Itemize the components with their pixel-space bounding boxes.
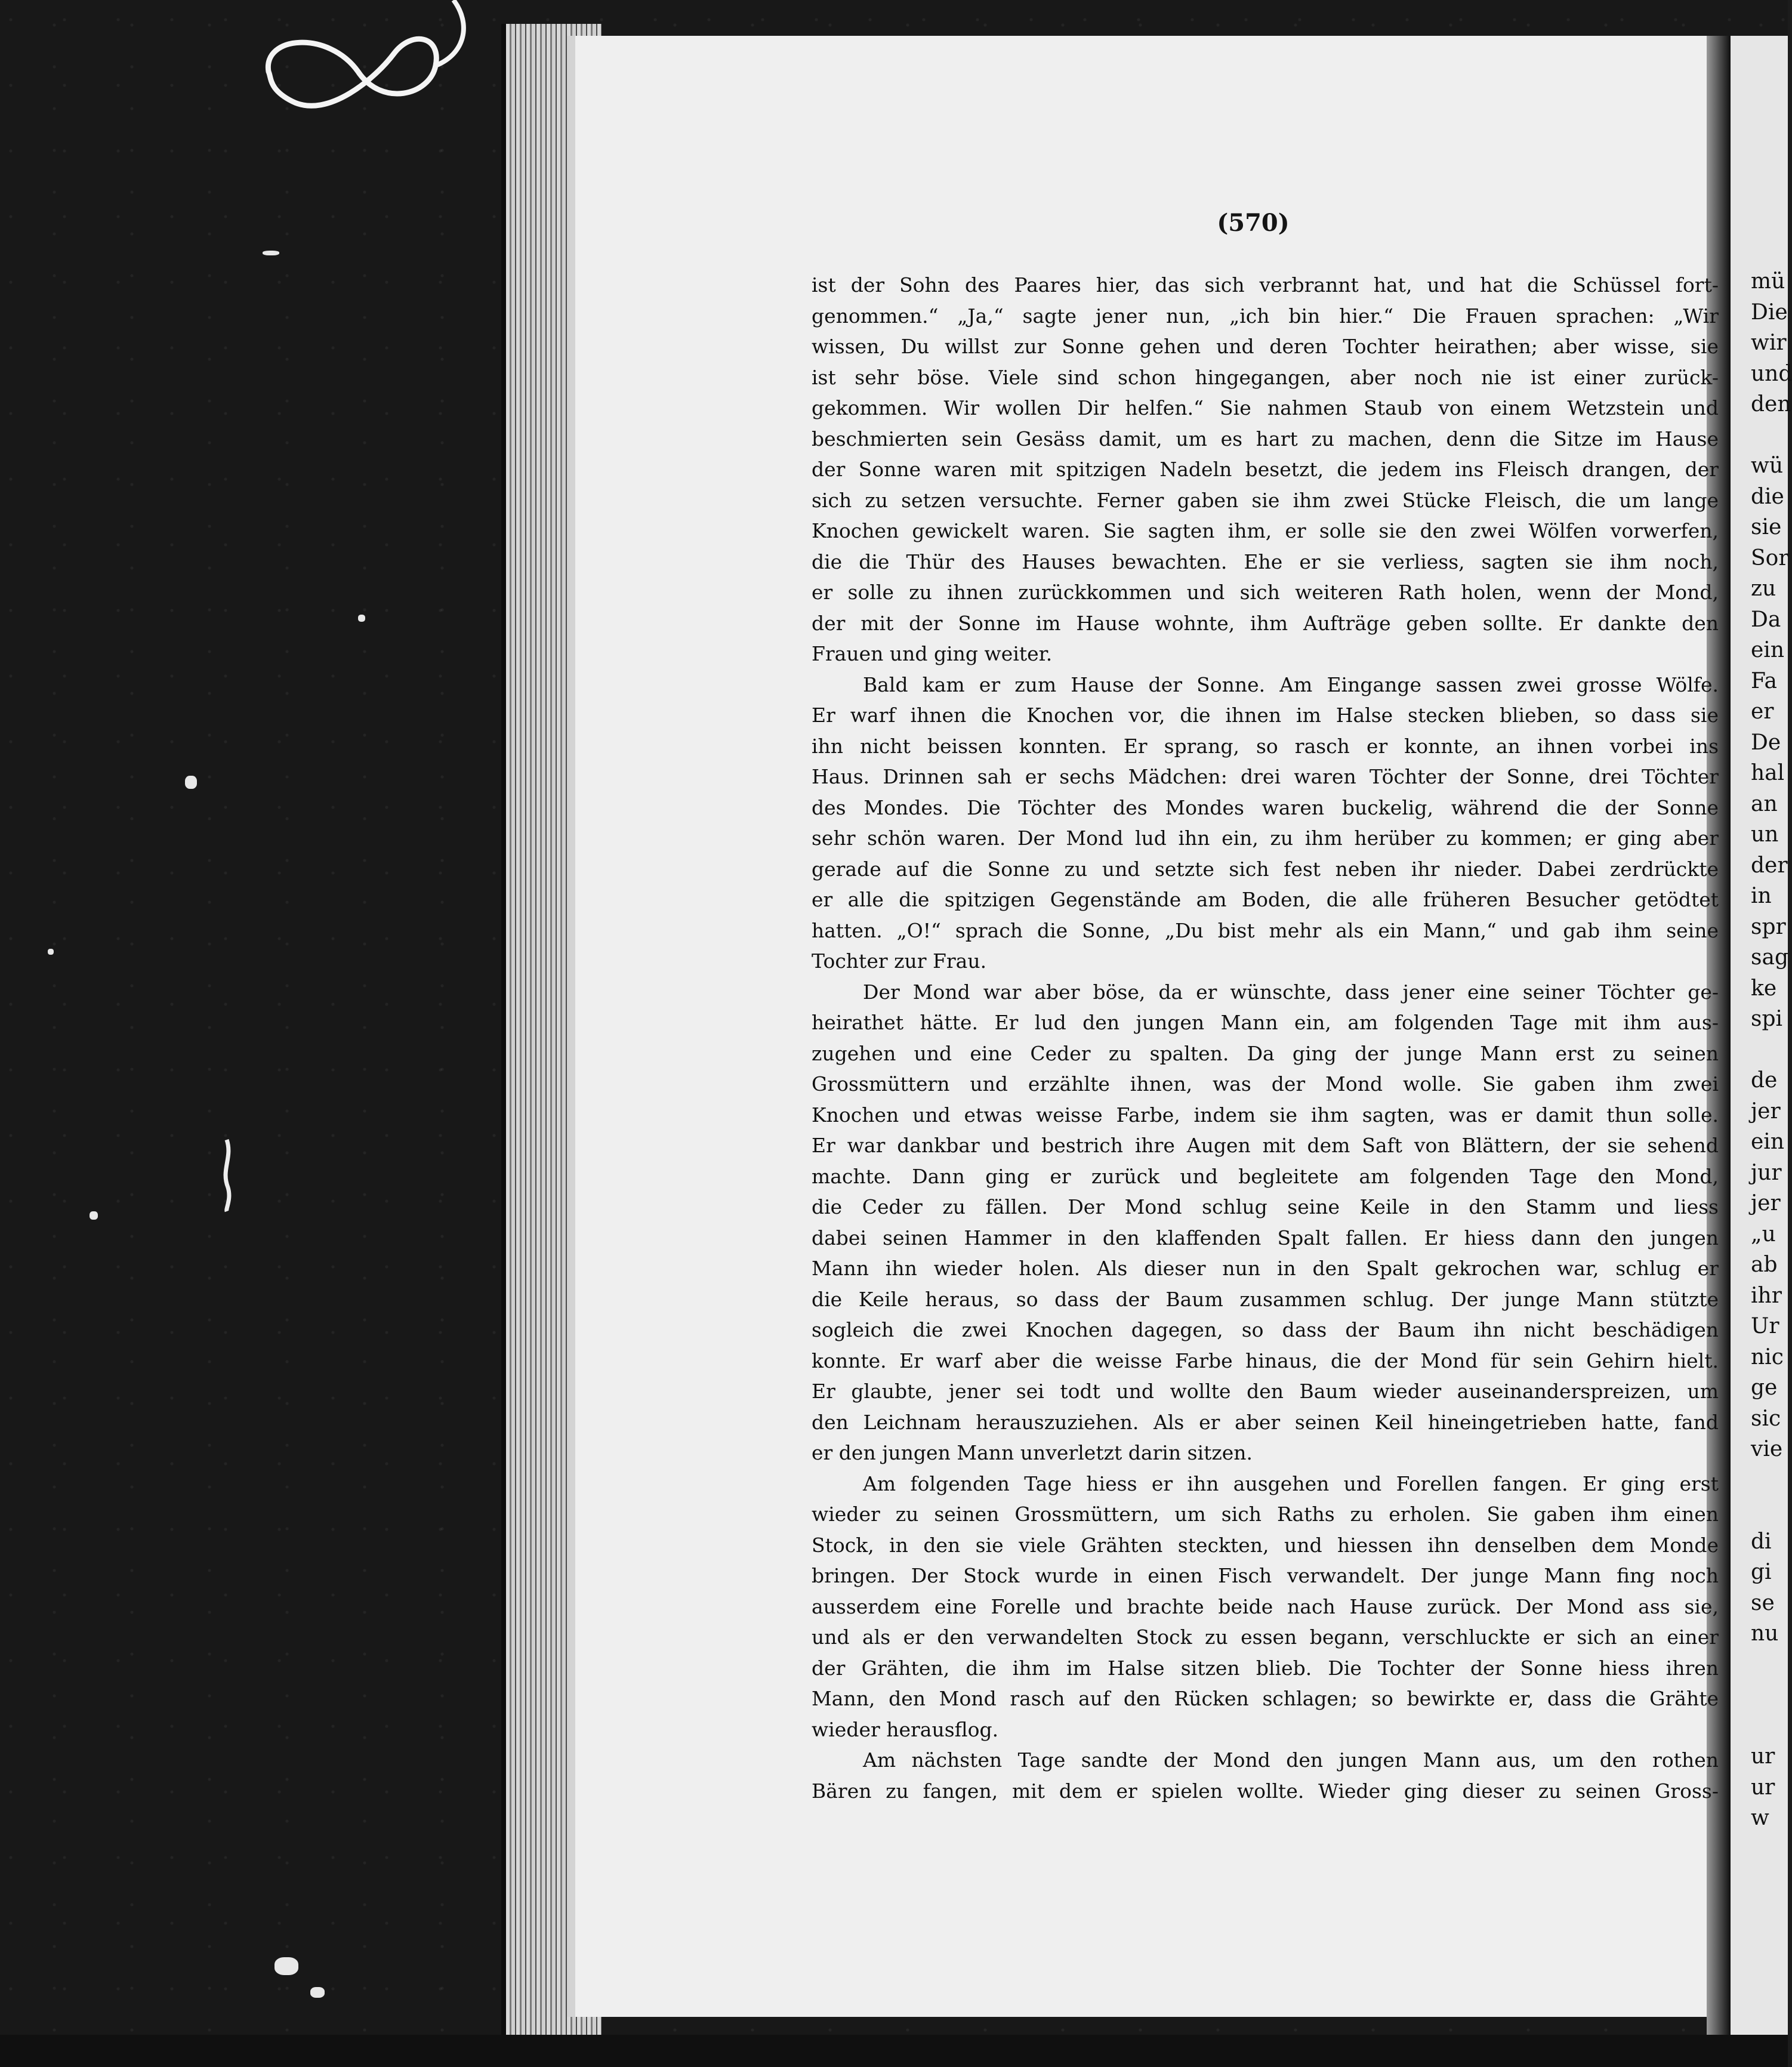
facing-page-word-fragment: sic — [1751, 1406, 1781, 1431]
text-line: Bären zu fangen, mit dem er spielen wollte. Wieder ging dieser zu seinen Gross- — [812, 1779, 1719, 1803]
text-line: sogleich die zwei Knochen dagegen, so dass der Baum ihn nicht beschädigen — [812, 1318, 1719, 1341]
dust-speck — [274, 1957, 298, 1975]
text-line: den Leichnam herauszuziehen. Als er aber seinen Keil hineingetrieben hatte, fand — [812, 1410, 1719, 1434]
text-line: Bald kam er zum Hause der Sonne. Am Eingange sassen zwei grosse Wölfe. — [863, 672, 1719, 696]
text-line: Haus. Drinnen sah er sechs Mädchen: drei waren Töchter der Sonne, drei Töchter — [812, 765, 1719, 788]
text-line: Er glaubte, jener sei todt und wollte den Baum wieder auseinanderspreizen, um — [812, 1380, 1719, 1403]
text-line: gekommen. Wir wollen Dir helfen.“ Sie nahmen Staub von einem Wetzstein und — [812, 396, 1719, 419]
text-line: die Keile heraus, so dass der Baum zusammen schlug. Der junge Mann stützte — [812, 1287, 1719, 1311]
facing-page-word-fragment: un — [1751, 822, 1779, 847]
text-line: der Grähten, die ihm im Halse sitzen blieb. Die Tochter der Sonne hiess ihren — [812, 1656, 1719, 1680]
text-line: bringen. Der Stock wurde in einen Fisch verwandelt. Der junge Mann fing noch — [812, 1564, 1719, 1587]
page-number: (570) — [1217, 209, 1290, 237]
text-line: ausserdem eine Forelle und brachte beide nach Hause zurück. Der Mond ass sie, — [812, 1594, 1719, 1618]
dust-speck — [90, 1211, 98, 1220]
text-line: Am nächsten Tage sandte der Mond den jungen Mann aus, um den rothen — [863, 1748, 1719, 1772]
facing-page-word-fragment: an — [1751, 791, 1778, 816]
facing-page-word-fragment: zu — [1751, 576, 1776, 601]
dust-speck — [263, 251, 279, 255]
text-line: Mann ihn wieder holen. Als dieser nun in den Spalt gekrochen war, schlug er — [812, 1257, 1719, 1280]
facing-page-word-fragment: jer — [1751, 1191, 1781, 1215]
facing-page-fragment — [1731, 36, 1792, 2035]
text-line: Stock, in den sie viele Grähten steckten, und hiessen ihn denselben dem Monde — [812, 1533, 1719, 1557]
facing-page-word-fragment: Sor — [1751, 545, 1789, 570]
facing-page-word-fragment: hal — [1751, 761, 1785, 785]
facing-page-word-fragment: in — [1751, 884, 1772, 908]
text-line: zugehen und eine Ceder zu spalten. Da ging der junge Mann erst zu seinen — [812, 1041, 1719, 1065]
facing-page-word-fragment: de — [1751, 1068, 1778, 1093]
text-line: Knochen und etwas weisse Farbe, indem sie ihm sagten, was er damit thun solle. — [812, 1103, 1719, 1127]
facing-page-word-fragment: er — [1751, 699, 1774, 724]
facing-page-word-fragment: spr — [1751, 914, 1786, 939]
facing-page-word-fragment: die — [1751, 484, 1784, 509]
facing-page-word-fragment: jer — [1751, 1099, 1781, 1124]
text-line: wieder zu seinen Grossmüttern, um sich Raths zu erholen. Sie gaben ihm einen — [812, 1503, 1719, 1526]
facing-page-word-fragment: jur — [1751, 1160, 1782, 1185]
body-text — [812, 270, 1719, 1806]
text-line: die die Thür des Hauses bewachten. Ehe er sie verliess, sagten sie ihm noch, — [812, 550, 1719, 573]
facing-page-word-fragment: den — [1751, 392, 1791, 417]
facing-page-word-fragment: w — [1751, 1806, 1769, 1830]
facing-page-word-fragment: ge — [1751, 1375, 1778, 1400]
text-line: Mann, den Mond rasch auf den Rücken schlagen; so bewirkte er, dass die Grähte — [812, 1687, 1719, 1710]
facing-page-word-fragment: der — [1751, 853, 1788, 878]
text-line: er solle zu ihnen zurückkommen und sich weiteren Rath holen, wenn der Mond, — [812, 581, 1719, 604]
facing-page-word-fragment: di — [1751, 1529, 1772, 1554]
text-line: der Sonne waren mit spitzigen Nadeln besetzt, die jedem ins Fleisch drangen, der — [812, 458, 1719, 481]
facing-page-word-fragment: spi — [1751, 1007, 1783, 1031]
text-line: er den jungen Mann unverletzt darin sitzen. — [812, 1441, 1253, 1464]
dust-speck — [310, 1987, 325, 1998]
facing-page-word-fragment: Ur — [1751, 1314, 1779, 1338]
text-line: beschmierten sein Gesäss damit, um es hart zu machen, denn die Sitze im Hause — [812, 427, 1719, 451]
dust-speck — [48, 949, 54, 955]
text-line: und als er den verwandelten Stock zu essen begann, verschluckte er sich an einer — [812, 1625, 1719, 1649]
facing-page-word-fragment: gi — [1751, 1560, 1772, 1584]
facing-page-word-fragment: De — [1751, 730, 1781, 755]
text-line: konnte. Er warf aber die weisse Farbe hinaus, die der Mond für sein Gehirn hielt. — [812, 1349, 1719, 1372]
facing-page-word-fragment: Fa — [1751, 668, 1777, 693]
text-line: ist der Sohn des Paares hier, das sich verbrannt hat, und hat die Schüssel fort- — [812, 273, 1719, 297]
text-line: ist sehr böse. Viele sind schon hingegangen, aber noch nie ist einer zurück- — [812, 365, 1719, 389]
facing-page-word-fragment: und — [1751, 361, 1792, 386]
facing-page-word-fragment: nic — [1751, 1344, 1784, 1369]
fiber-mark — [215, 1140, 239, 1211]
facing-page-word-fragment: sag — [1751, 945, 1788, 970]
text-line: heirathet hätte. Er lud den jungen Mann ein, am folgenden Tage mit ihm aus- — [812, 1011, 1719, 1034]
text-line: genommen.“ „Ja,“ sagte jener nun, „ich bin hier.“ Die Frauen sprachen: „Wir — [812, 304, 1719, 328]
facing-page-word-fragment: se — [1751, 1590, 1775, 1615]
facing-page-word-fragment: ur — [1751, 1744, 1775, 1769]
facing-page-word-fragment: mü — [1751, 269, 1785, 294]
text-line: Frauen und ging weiter. — [812, 642, 1053, 665]
text-line: ihn nicht beissen konnten. Er sprang, so rasch er konnte, an ihnen vorbei ins — [812, 734, 1719, 758]
text-line: Knochen gewickelt waren. Sie sagten ihm, er solle sie den zwei Wölfen vorwerfen, — [812, 519, 1719, 542]
facing-page-word-fragment: Die — [1751, 300, 1788, 325]
text-line: die Ceder zu fällen. Der Mond schlug seine Keile in den Stamm und liess — [812, 1195, 1719, 1218]
text-line: machte. Dann ging er zurück und begleitete am folgenden Tage den Mond, — [812, 1164, 1719, 1188]
text-line: Er warf ihnen die Knochen vor, die ihnen im Halse stecken blieben, so dass sie — [812, 704, 1719, 727]
facing-page-word-fragment: wir — [1751, 331, 1787, 355]
text-line: sehr schön waren. Der Mond lud ihn ein, zu ihm herüber zu kommen; er ging aber — [812, 826, 1719, 850]
facing-page-word-fragment: sie — [1751, 515, 1782, 539]
text-line: hatten. „O!“ sprach die Sonne, „Du bist mehr als ein Mann,“ und gab ihm seine — [812, 918, 1719, 942]
text-line: Am folgenden Tage hiess er ihn ausgehen und Forellen fangen. Er ging erst — [863, 1471, 1719, 1495]
text-line: dabei seinen Hammer in den klaffenden Spalt fallen. Er hiess dann den jungen — [812, 1226, 1719, 1250]
facing-page-word-fragment: ein — [1751, 638, 1785, 662]
text-line: der mit der Sonne im Hause wohnte, ihm Aufträge geben sollte. Er dankte den — [812, 611, 1719, 635]
facing-page-word-fragment: Da — [1751, 607, 1781, 632]
text-line: sich zu setzen versuchte. Ferner gaben sie ihm zwei Stücke Fleisch, die um lange — [812, 488, 1719, 512]
text-line: wissen, Du willst zur Sonne gehen und deren Tochter heirathen; aber wisse, sie — [812, 335, 1719, 358]
text-line: wieder herausflog. — [812, 1717, 999, 1741]
text-line: Tochter zur Frau. — [812, 949, 987, 973]
facing-page-word-fragment: ke — [1751, 976, 1777, 1001]
facing-page-word-fragment: ihr — [1751, 1283, 1782, 1308]
text-line: er alle die spitzigen Gegenstände am Boden, die alle früheren Besucher getödtet — [812, 888, 1719, 911]
text-line: Er war dankbar und bestrich ihre Augen mit dem Saft von Blättern, der sie sehend — [812, 1134, 1719, 1157]
facing-page-word-fragment: ur — [1751, 1775, 1775, 1800]
dust-speck — [185, 776, 197, 789]
facing-page-word-fragment: nu — [1751, 1621, 1779, 1646]
facing-page-word-fragment: ein — [1751, 1130, 1785, 1154]
text-line: Der Mond war aber böse, da er wünschte, dass jener eine seiner Töchter ge- — [863, 980, 1719, 1004]
loose-thread — [257, 0, 507, 131]
facing-page-word-fragment: ab — [1751, 1252, 1778, 1277]
facing-page-word-fragment: „u — [1751, 1221, 1776, 1247]
text-line: Grossmüttern und erzählte ihnen, was der Mond wolle. Sie gaben ihm zwei — [812, 1072, 1719, 1096]
text-line: des Mondes. Die Töchter des Mondes waren buckelig, während die der Sonne — [812, 795, 1719, 819]
text-line: gerade auf die Sonne zu und setzte sich fest neben ihr nieder. Dabei zerdrückte — [812, 857, 1719, 881]
facing-page-word-fragment: wü — [1751, 453, 1783, 478]
facing-page-word-fragment: vie — [1751, 1437, 1783, 1461]
scan-bottom-edge — [0, 2035, 1788, 2067]
dust-speck — [358, 615, 365, 622]
